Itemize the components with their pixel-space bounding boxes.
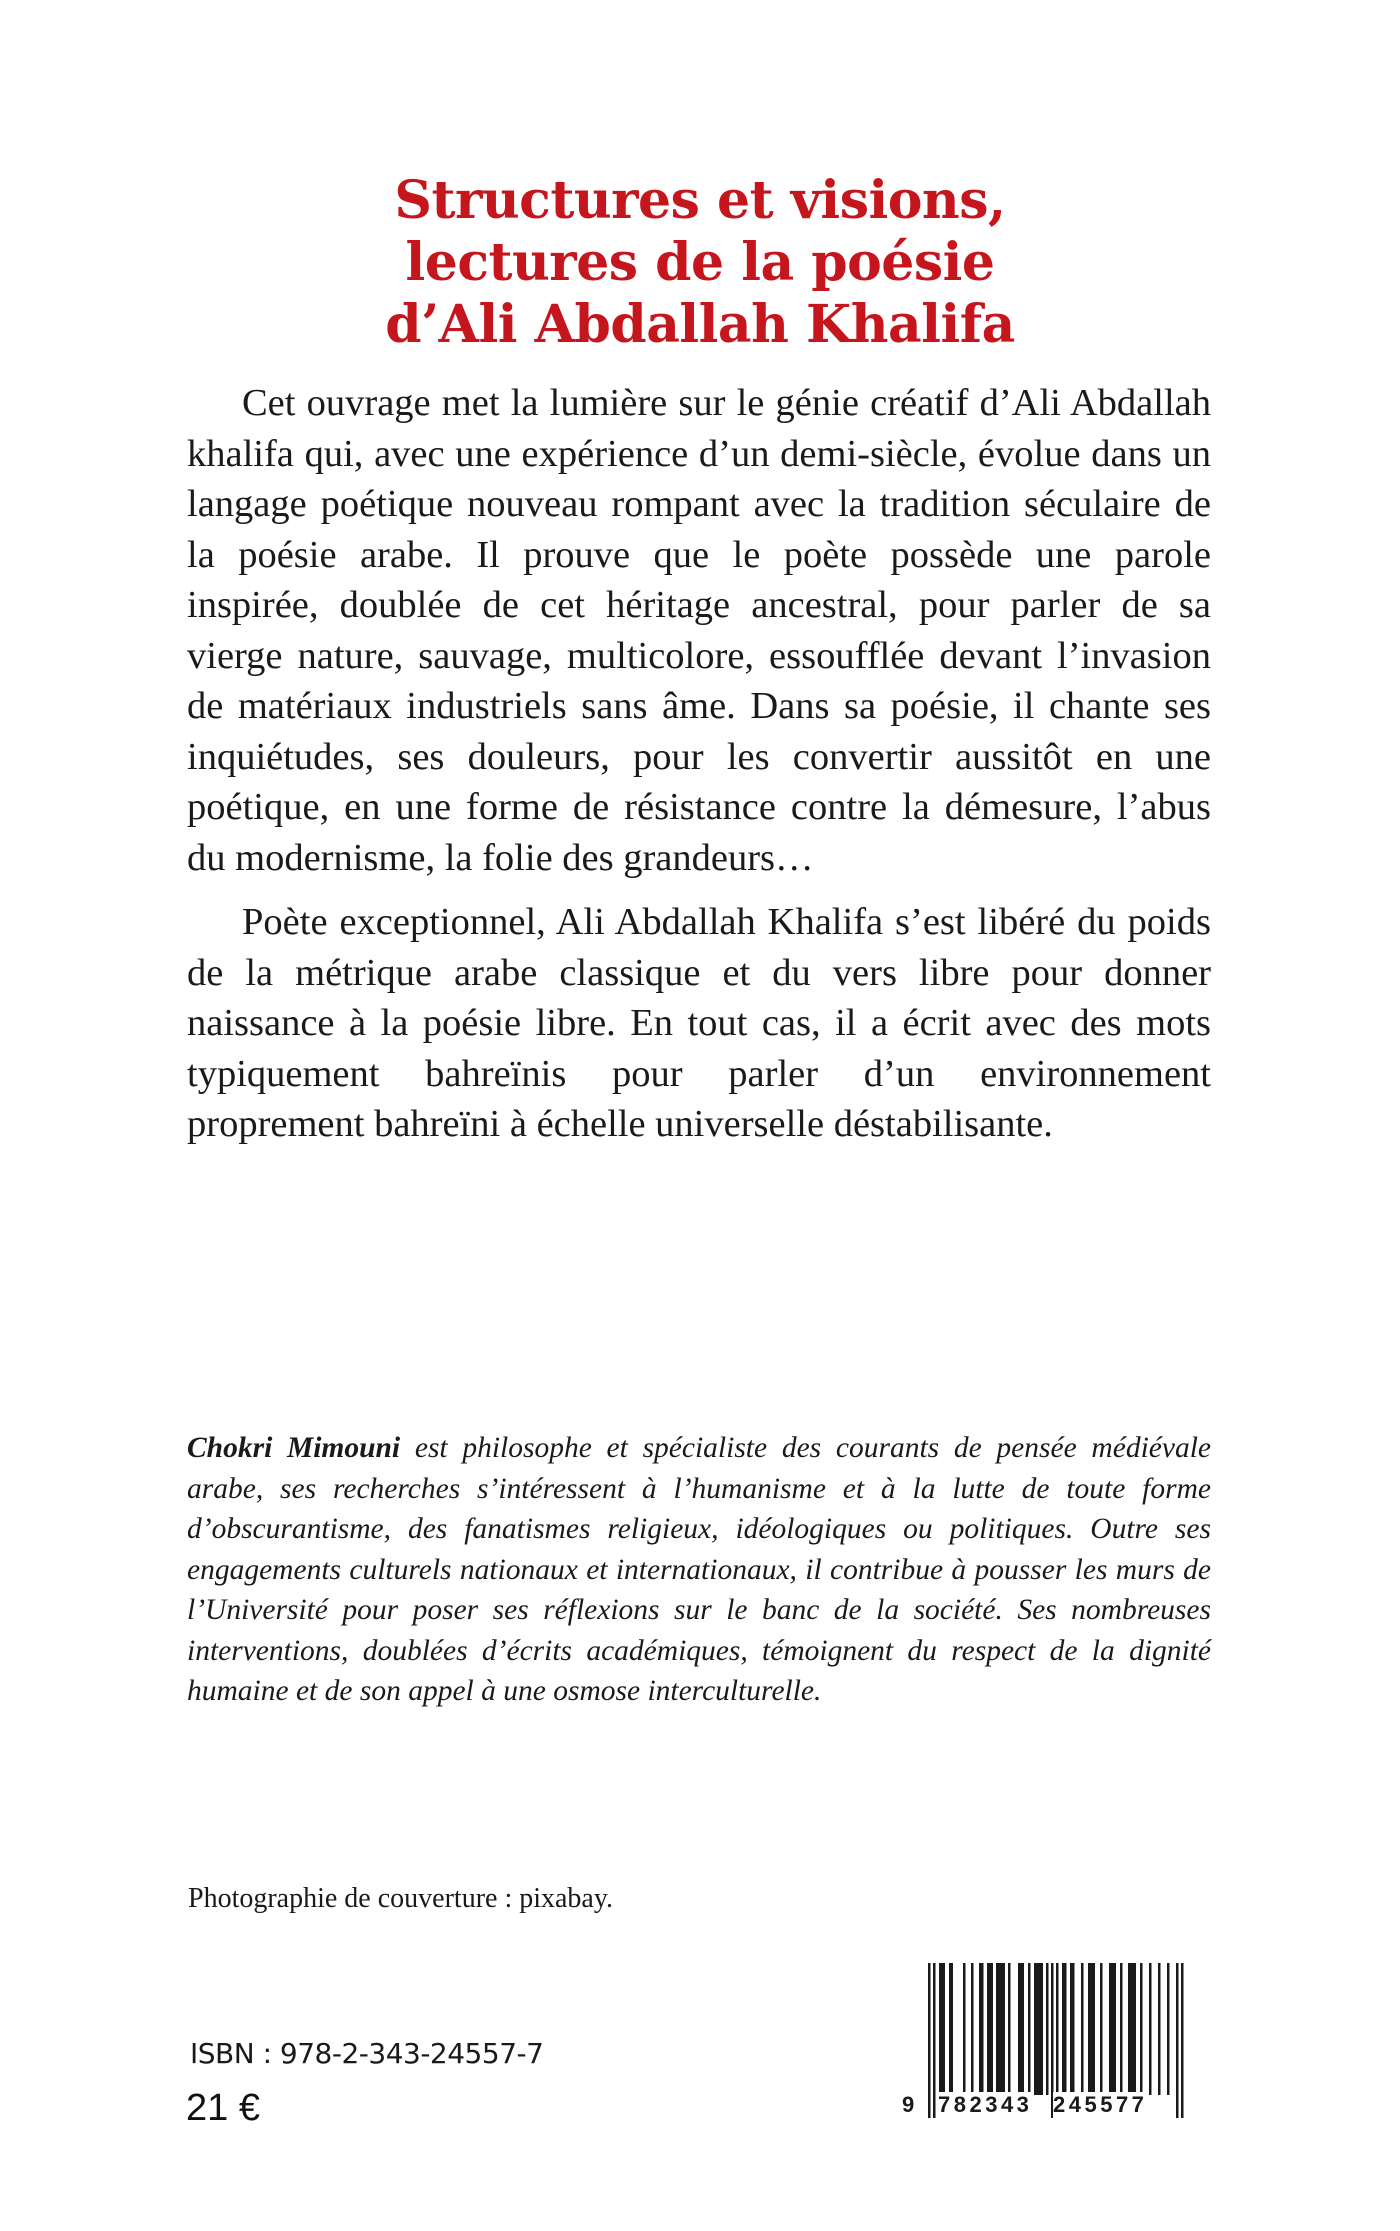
barcode-right-digits: 245577 — [1053, 2092, 1148, 2117]
title-line-3: d’Ali Abdallah Khalifa — [385, 293, 1015, 355]
barcode-icon — [898, 1960, 1198, 2120]
book-title — [200, 170, 1200, 356]
author-name: Chokri Mimouni — [187, 1432, 401, 1464]
barcode-left-digits: 782343 — [938, 2092, 1033, 2117]
price-label: 21 € — [186, 2087, 260, 2129]
title-line-1: Structures et visions, — [394, 169, 1006, 231]
author-bio-paragraph — [187, 1428, 1211, 1712]
author-bio — [187, 1428, 1211, 1712]
blurb-paragraph-2: Poète exceptionnel, Ali Abdallah Khalifa s’est libéré du poids de la métrique arabe classique et du vers libre pour donner naissance à la poésie libre. En tout cas, il a écrit avec des mots typiquement bahreïnis pour parler d’un environnement proprement bahreïni à échelle universelle déstabilisante. — [187, 901, 1211, 1145]
blurb-paragraph-1: Cet ouvrage met la lumière sur le génie créatif d’Ali Abdallah khalifa qui, avec une expérience d’un demi-siècle, évolue dans un langage poétique nouveau rompant avec la tradition séculaire de la poésie arabe. Il prouve que le poète possède une parole inspirée, doublée de cet héritage ancestral, pour parler de sa vierge nature, sauvage, multicolore, essoufflée devant l’invasion de matériaux industriels sans âme. Dans sa poésie, il chante ses inquiétudes, ses douleurs, pour les convertir aussitôt en une poétique, en une forme de résistance contre la démesure, l’abus du modernisme, la folie des grandeurs… — [187, 382, 1211, 879]
barcode-first-digit: 9 — [902, 2092, 915, 2117]
isbn-label: ISBN : 978-2-343-24557-7 — [190, 2037, 544, 2070]
title-line-2: lectures de la poésie — [405, 231, 995, 293]
author-bio-text: est philosophe et spécialiste des courants de pensée médiévale arabe, ses recherches s’intéressent à l’humanisme et à la lutte de toute forme d’obscurantisme, des fanatismes religieux, idéologiques ou politiques. Outre ses engagements culturels nationaux et internationaux, il contribue à pousser les murs de l’Université pour poser ses réflexions sur le banc de la société. Ses nombreuses interventions, doublées d’écrits académiques, témoignent du respect de la dignité humaine et de son appel à une osmose interculturelle. — [187, 1432, 1211, 1707]
book-blurb — [187, 378, 1211, 1150]
photo-credit: Photographie de couverture : pixabay. — [188, 1883, 614, 1914]
